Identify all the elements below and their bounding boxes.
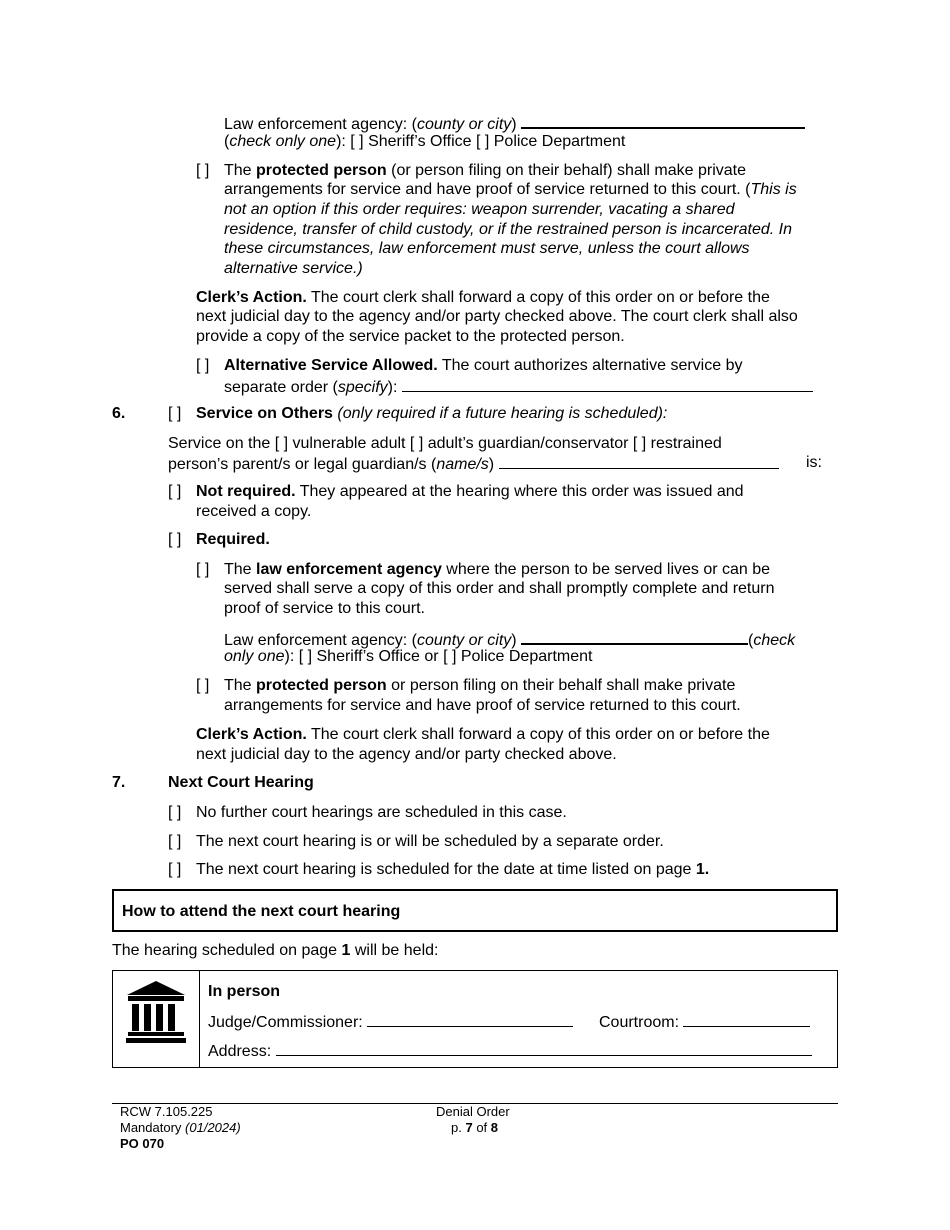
s6-le-agency-field[interactable] [521, 628, 748, 645]
service-on-line-2: person’s parent/s or legal guardian/s (name/s) [168, 453, 779, 474]
attend-header-title: How to attend the next court hearing [122, 903, 401, 920]
section-6-title: Service on Others (only required if a future hearing is scheduled): [196, 405, 668, 422]
pp-line-2: arrangements for service and have proof of service returned to this court. (This is [224, 181, 797, 198]
section-6-number: 6. [112, 405, 126, 422]
required-checkbox[interactable]: [ ] [168, 531, 182, 548]
footer-form-number: PO 070 [120, 1136, 165, 1151]
s6-clerk-line-2: next judicial day to the agency and/or party checked above. [196, 746, 617, 763]
service-on-line-1: Service on the [ ] vulnerable adult [ ] adult’s guardian/conservator [ ] restrained [168, 435, 722, 452]
hearing-option-3: The next court hearing is scheduled for the date at time listed on page 1. [196, 861, 710, 878]
footer-mandatory: Mandatory (01/2024) [120, 1120, 241, 1135]
le-agency-line: Law enforcement agency: (county or city) [224, 112, 805, 134]
in-person-divider [199, 971, 200, 1067]
hearing-held-line: The hearing scheduled on page 1 will be held: [112, 942, 439, 959]
not-required-line-1: Not required. They appeared at the hearing where this order was issued and [196, 483, 744, 500]
address-line: Address: [208, 1040, 812, 1061]
hearing-option-1: No further court hearings are scheduled in this case. [196, 804, 567, 821]
s6-pp-line-1: The protected person or person filing on their behalf shall make private [224, 677, 736, 694]
s6-clerk-line-1: Clerk’s Action. The court clerk shall forward a copy of this order on or before the [196, 726, 770, 743]
judge-line: Judge/Commissioner: [208, 1011, 573, 1032]
judge-field[interactable] [367, 1011, 573, 1027]
pp-checkbox[interactable]: [ ] [196, 162, 210, 179]
not-required-checkbox[interactable]: [ ] [168, 483, 182, 500]
courthouse-icon [125, 979, 187, 1045]
required-label: Required. [196, 531, 270, 548]
pp-line-5: these circumstances, law enforcement must serve, unless the court allows [224, 240, 750, 257]
alt-service-specify-field[interactable] [402, 376, 813, 392]
alt-service-checkbox[interactable]: [ ] [196, 357, 210, 374]
pp-line-6: alternative service.) [224, 260, 363, 277]
footer-rcw: RCW 7.105.225 [120, 1104, 213, 1119]
lea-line-3: proof of service to this court. [224, 600, 425, 617]
s6-le-check-line: only one): [ ] Sheriff’s Office or [ ] Police Department [224, 648, 593, 665]
footer-page-number: p. 7 of 8 [451, 1120, 499, 1135]
lea-line-2: served shall serve a copy of this order and shall promptly complete and return [224, 580, 775, 597]
le-check-line: (check only one): [ ] Sheriff’s Office [ ] Police Department [224, 133, 626, 150]
address-field[interactable] [276, 1040, 812, 1056]
section-6-checkbox[interactable]: [ ] [168, 405, 182, 422]
clerk-action-line-1: Clerk’s Action. The court clerk shall forward a copy of this order on or before the [196, 289, 770, 306]
courtroom-field[interactable] [683, 1011, 810, 1027]
courtroom-line: Courtroom: [599, 1011, 810, 1032]
attend-header-box [112, 889, 838, 932]
lea-checkbox[interactable]: [ ] [196, 561, 210, 578]
clerk-action-line-2: next judicial day to the agency and/or party checked above. The court clerk shall also [196, 308, 798, 325]
section-7-number: 7. [112, 774, 126, 791]
section-7-title: Next Court Hearing [168, 774, 314, 791]
clerk-action-line-3: provide a copy of the service packet to the protected person. [196, 328, 625, 345]
service-is-label: is: [806, 454, 822, 471]
guardian-name-field[interactable] [499, 453, 779, 469]
in-person-box [112, 970, 838, 1068]
alt-service-line-2: separate order (specify): [224, 376, 813, 397]
s6-pp-line-2: arrangements for service and have proof of service returned to this court. [224, 697, 741, 714]
footer-doc-title: Denial Order [436, 1104, 510, 1119]
alt-service-line-1: Alternative Service Allowed. The court authorizes alternative service by [224, 357, 743, 374]
hearing-option-3-checkbox[interactable]: [ ] [168, 861, 182, 878]
s6-pp-checkbox[interactable]: [ ] [196, 677, 210, 694]
not-required-line-2: received a copy. [196, 503, 312, 520]
hearing-option-1-checkbox[interactable]: [ ] [168, 804, 182, 821]
lea-line-1: The law enforcement agency where the person to be served lives or can be [224, 561, 771, 578]
le-agency-field[interactable] [521, 112, 805, 129]
pp-line-3: not an option if this order requires: weapon surrender, vacating a shared [224, 201, 735, 218]
pp-line-4: residence, transfer of child custody, or if the restrained person is incarcerated. In [224, 221, 792, 238]
hearing-option-2-checkbox[interactable]: [ ] [168, 833, 182, 850]
in-person-title: In person [208, 983, 281, 1000]
s6-le-agency-line: Law enforcement agency: (county or city) (check [224, 628, 795, 650]
pp-line-1: The protected person (or person filing on their behalf) shall make private [224, 162, 746, 179]
hearing-option-2: The next court hearing is or will be scheduled by a separate order. [196, 833, 664, 850]
